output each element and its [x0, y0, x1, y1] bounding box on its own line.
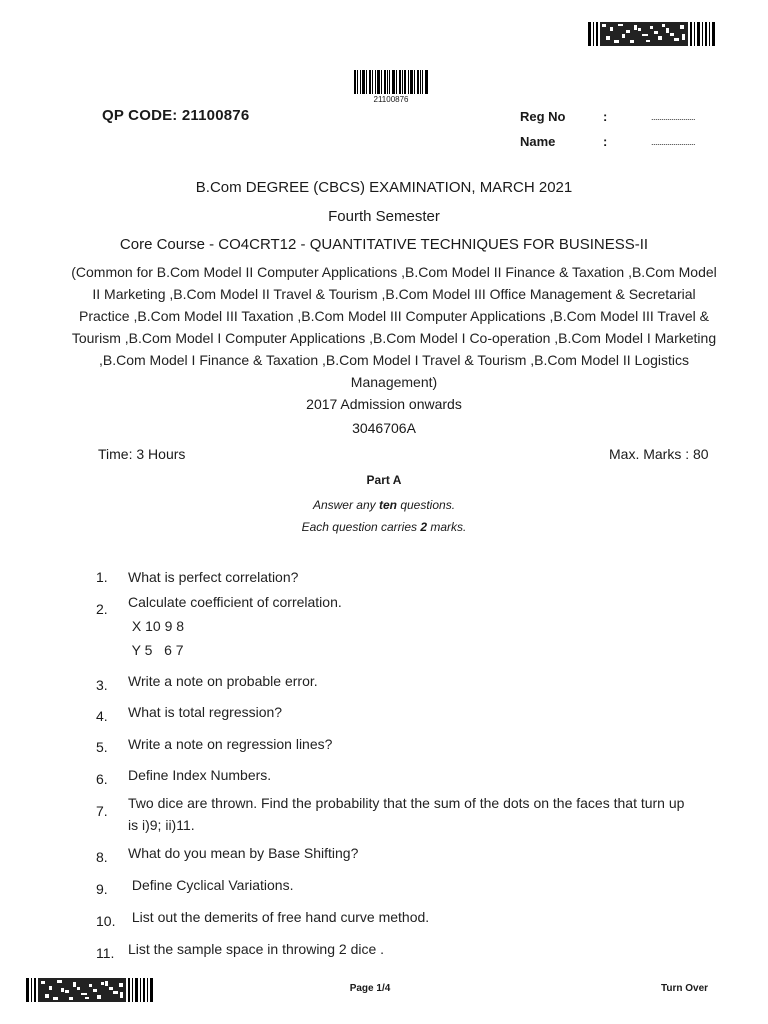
admission: 2017 Admission onwards	[306, 396, 462, 412]
max-marks: Max. Marks : 80	[609, 446, 709, 462]
instruction-text: Answer any	[312, 498, 379, 512]
question-number: 8.	[96, 849, 108, 865]
question-text: Write a note on probable error.	[128, 673, 318, 689]
question-data-y: Y 5 6 7	[128, 642, 184, 658]
part-heading: Part A	[366, 473, 402, 487]
qp-code: QP CODE: 21100876	[102, 107, 250, 124]
question-text: List out the demerits of free hand curve method.	[128, 909, 430, 925]
question-number: 5.	[96, 739, 108, 755]
reg-no-blank: ......................	[651, 112, 696, 122]
barcode-top-right	[588, 22, 718, 46]
instruction-marks-value: 2	[420, 520, 428, 534]
question-number: 11.	[96, 945, 115, 961]
question-data-x: X 10 9 8	[128, 618, 185, 634]
question-number: 2.	[96, 601, 108, 617]
name-blank: ......................	[651, 137, 696, 147]
question-number: 3.	[96, 677, 108, 693]
question-text: What do you mean by Base Shifting?	[128, 845, 359, 861]
instruction-answer	[0, 498, 768, 512]
course-title: Core Course - CO4CRT12 - QUANTITATIVE TECHNIQUES FOR BUSINESS-II	[119, 236, 649, 253]
barcode-bottom-left	[26, 978, 156, 1002]
exam-title: B.Com DEGREE (CBCS) EXAMINATION, MARCH 2021	[195, 179, 573, 196]
barcode-number: 21100876	[373, 95, 409, 104]
question-text: What is total regression?	[128, 704, 283, 720]
paper-code: 3046706A	[352, 420, 416, 436]
question-number: 10.	[96, 913, 116, 929]
question-number: 4.	[96, 708, 108, 724]
question-text: Define Index Numbers.	[128, 767, 272, 783]
question-number: 9.	[96, 881, 108, 897]
question-text: Two dice are thrown. Find the probability that the sum of the dots on the faces that turn up	[128, 795, 685, 811]
reg-no-row	[520, 109, 696, 124]
name-label: Name	[520, 134, 556, 149]
name-row	[520, 134, 696, 149]
instruction-text: marks.	[427, 520, 467, 534]
question-text: What is perfect correlation?	[128, 569, 299, 585]
reg-no-colon: :	[603, 109, 608, 124]
instruction-text: questions.	[396, 498, 456, 512]
question-number: 1.	[96, 569, 108, 585]
question-number: 6.	[96, 771, 108, 787]
instruction-count: ten	[378, 498, 397, 512]
question-text: Calculate coefficient of correlation.	[128, 594, 342, 610]
page-number: Page 1/4	[349, 983, 391, 994]
question-text-cont: is i)9; ii)11.	[128, 817, 195, 833]
instruction-marks	[0, 520, 768, 534]
barcode-center	[354, 70, 428, 94]
exam-time: Time: 3 Hours	[98, 446, 186, 462]
name-colon: :	[603, 134, 608, 149]
reg-no-label: Reg No	[520, 109, 566, 124]
instruction-text: Each question carries	[301, 520, 421, 534]
question-text: List the sample space in throwing 2 dice .	[128, 941, 385, 957]
question-text: Write a note on regression lines?	[128, 736, 333, 752]
semester: Fourth Semester	[328, 208, 440, 225]
common-for: (Common for B.Com Model II Computer Applications ,B.Com Model II Finance & Taxation ,B.Com Model II Marketing ,B.Com Model II Travel & Tourism ,B.Com Model III Office Management & Secretarial Practice ,B.Com Model III Taxation ,B.Com Model III Computer Applications ,B.Com Model III Travel & Tourism ,B.Com Model I Computer Applications ,B.Com Model I Co-operation ,B.Com Model I Marketing ,B.Com Model I Finance & Taxation ,B.Com Model I Travel & Tourism ,B.Com Model II Logistics Management)	[71, 264, 717, 390]
question-text: Define Cyclical Variations.	[128, 877, 294, 893]
turn-over: Turn Over	[661, 983, 709, 994]
question-number: 7.	[96, 803, 108, 819]
